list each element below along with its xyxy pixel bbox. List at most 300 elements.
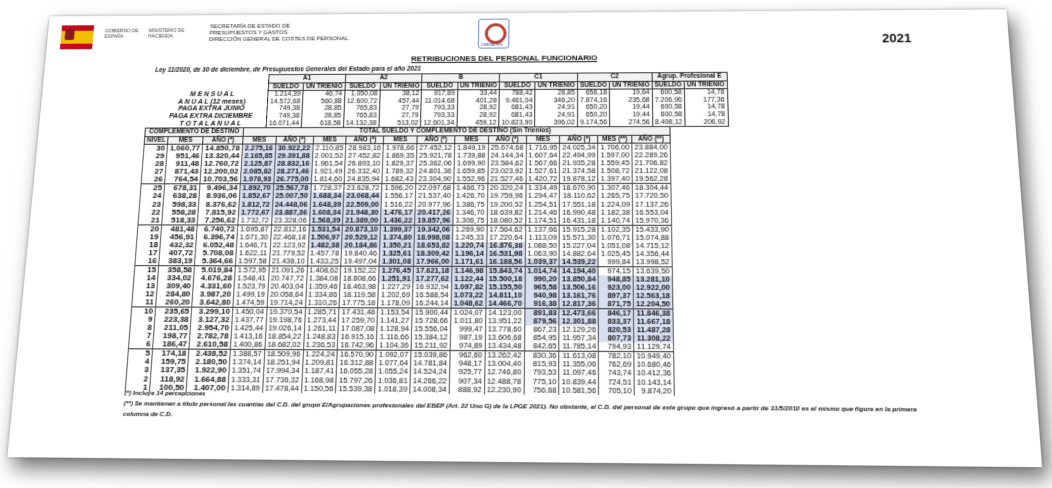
total-cell: 22.289,26 [632,152,670,160]
total-cell: 1.413,16 [231,333,266,341]
total-cell: 1.921,49 [311,168,345,176]
cd-mes-cell: 638,28 [164,193,200,201]
total-cell: 23.884,00 [632,143,670,151]
total-cell: 29.391,88 [275,152,313,160]
row-label: M E N S U A L [189,91,235,98]
salary-cell: 765,83 [344,112,380,119]
total-cell: 1.018,39 [375,385,410,394]
total-cell: 1.025,45 [598,250,633,258]
total-cell: 15.539,38 [336,384,375,393]
total-cell: 24.835,94 [344,176,382,184]
total-cell: 1.659,85 [454,168,488,176]
total-cell: 11.785,14 [559,343,598,352]
total-cell: 20.184,86 [342,241,380,249]
total-cell: 18.682,02 [265,341,304,350]
total-cell: 1.333,31 [228,375,263,384]
total-cell: 16.312,88 [337,359,376,368]
cd-ano-cell: 7.815,92 [198,208,239,216]
total-cell: 1.224,09 [598,200,632,208]
total-cell: 775,10 [524,377,559,386]
nivel-cell: 19 [137,233,161,241]
nivel-cell: 26 [141,176,165,184]
total-cell: 19.200,52 [487,200,525,208]
total-cell: 17.277,62 [413,275,452,283]
cd-mes-cell: 309,40 [157,282,194,290]
total-cell: 22.123,92 [270,241,308,249]
total-cell: 1.285,71 [305,308,340,317]
nivel-cell: 13 [133,282,158,290]
total-cell: 1.671,30 [237,233,271,241]
col-nivel: NIVEL [144,136,168,144]
cd-mes-cell: 284,80 [156,290,193,298]
total-cell: 14.524,24 [410,368,449,377]
nivel-cell: 29 [143,153,167,161]
total-cell: 25.007,50 [273,192,311,200]
cd-ano-cell: 10.703,56 [200,176,240,184]
col-group-mes: MES [313,136,347,144]
total-cell: 21.436,10 [269,257,307,266]
nivel-cell: 2 [126,375,151,384]
total-cell: 2.275,16 [242,144,276,152]
cd-ano-cell: 2.610,58 [189,341,231,350]
total-cell: 1.622,11 [236,249,270,257]
total-cell: 1.334,86 [306,291,341,299]
total-cell: 23.023,92 [488,168,526,176]
total-cell: 1.506,97 [308,233,342,241]
cd-mes-cell: 407,72 [159,249,195,257]
nivel-cell: 12 [132,290,157,298]
total-cell: 965,58 [525,283,560,291]
total-cell: 1.248,83 [304,333,339,341]
total-cell: 1.092,07 [376,350,411,359]
total-cell: 1.254,51 [525,200,559,208]
total-cell: 17.551,18 [560,200,598,208]
salary-cell: 8.408,12 [652,119,685,127]
salary-cell: 650,20 [577,104,609,111]
cd-mes-cell: 871,43 [165,168,201,176]
total-cell: 18.251,94 [264,359,303,368]
total-cell: 1.706,00 [598,143,632,151]
total-cell: 1.187,41 [302,367,337,376]
salary-cell: 459,12 [457,119,499,127]
total-cell: 1.073,22 [451,291,486,299]
total-cell: 1.716,95 [526,143,560,151]
total-cell: 1.128,94 [377,325,412,333]
total-cell: 1.556,17 [382,192,416,200]
cd-ano-cell: 2.782,78 [190,332,232,340]
total-cell: 879,56 [524,317,559,325]
salary-cell: 14,78 [685,111,728,119]
total-cell: 999,47 [450,325,485,333]
total-cell: 1.508,72 [598,167,632,175]
total-cell: 12.488,78 [484,377,524,386]
total-cell: 19.878,12 [560,175,598,183]
col-group-ano: AÑO (**) [632,135,670,143]
subheader: UN TRIENIO [380,82,422,90]
total-cell: 2.110,85 [312,144,346,152]
total-cell: 18.854,22 [265,333,304,341]
total-cell: 19.342,06 [414,225,452,234]
total-cell: 19.714,24 [267,299,306,308]
total-cell: 1.388,57 [230,350,265,359]
total-cell: 10.839,44 [559,377,599,386]
total-cell: 16.990,48 [560,208,599,216]
total-cell: 13.606,68 [485,334,524,343]
total-cell: 807,73 [599,334,634,343]
total-cell: 793,53 [524,369,559,378]
group-header: A1 [269,74,346,82]
total-cell: 10.680,46 [634,361,674,370]
total-cell: 891,83 [524,309,559,318]
cd-mes-cell: 518,33 [162,216,198,224]
total-cell: 1.399,37 [380,225,414,234]
total-cell: 12.746,80 [484,368,523,377]
total-cell: 1.476,17 [381,208,415,216]
salary-cell: 793,33 [421,112,457,119]
subheader: SUELDO [268,83,304,91]
total-cell: 21.091,26 [269,266,307,275]
total-cell: 1.141,27 [377,317,412,325]
total-cell: 15.970,36 [633,216,672,225]
total-cell: 1.426,70 [453,192,487,200]
total-cell: 1.892,70 [240,184,274,192]
total-cell: 1.306,75 [453,216,487,225]
total-cell: 1.386,75 [453,200,487,208]
salary-cell: 457,44 [380,98,422,105]
total-cell: 20.977,96 [415,200,453,208]
salary-cell: 1.214,39 [268,91,304,99]
salary-cell: 27,79 [379,105,421,112]
total-cell: 1.076,71 [598,234,633,242]
total-cell: 1.122,44 [452,275,487,283]
total-cell: 18.808,66 [340,275,379,283]
total-cell: 1.688,34 [310,192,344,200]
total-cell: 1.739,88 [454,152,488,160]
salary-cell: 513,02 [379,120,421,128]
total-cell: 15.433,90 [633,225,672,234]
total-cell: 15.227,04 [560,242,599,250]
total-cell: 18.309,42 [414,249,453,257]
footnotes [122,389,941,427]
total-cell: 1.596,20 [382,184,416,192]
total-cell: 948,85 [598,275,633,283]
cd-ano-cell: 1.664,88 [187,375,229,384]
nivel-cell: 9 [130,316,155,324]
nivel-cell: 15 [134,266,159,275]
total-cell: 1.572,95 [235,266,269,275]
salary-cell: 11.014,68 [421,98,457,105]
total-cell: 1.408,62 [307,266,341,275]
total-cell: 13.281,10 [633,275,672,283]
total-cell: 1.150,56 [301,384,336,393]
group-header: A2 [345,74,422,82]
total-cell: 1.359,46 [306,283,340,291]
total-cell: 22.509,00 [343,200,381,208]
total-cell: 15.556,04 [412,325,451,333]
secretaria-block [209,23,349,43]
total-cell: 14.008,34 [410,385,449,394]
group-header: C1 [500,73,578,82]
total-cell: 1.457,78 [307,249,341,257]
cd-ano-cell: 3.127,32 [191,316,232,324]
total-cell: 16.553,04 [633,208,672,216]
total-cell: 1.772,67 [238,208,272,216]
total-cell: 782,10 [599,352,634,361]
subheader: UN TRIENIO [535,81,577,89]
total-cell: 14.781,84 [411,360,450,369]
total-cell: 1.869,35 [383,152,417,160]
total-cell: 18.670,90 [560,184,598,192]
total-cell: 1.695,87 [237,225,271,234]
total-cell: 12.129,26 [559,326,598,335]
cd-mes-cell: 456,91 [161,233,197,241]
total-cell: 21.374,58 [560,168,598,176]
total-cell: 11.613,08 [559,352,599,361]
total-cell: 17.431,48 [339,308,378,317]
total-cell: 1.400,86 [230,341,265,350]
total-cell: 14.266,22 [410,376,449,385]
salary-cell: 16.071,44 [266,120,302,128]
total-cell: 1.350,21 [380,241,414,249]
total-cell: 1.077,64 [376,359,411,368]
total-cell: 26.775,00 [273,176,311,184]
total-cell: 16.431,18 [560,216,599,225]
total-cell: 13.434,48 [485,342,524,351]
total-cell: 948,17 [450,360,485,369]
salary-cell: 235,68 [610,97,653,104]
salary-cell: 19,64 [610,89,653,97]
total-cell: 1.608,34 [309,208,343,216]
document-year: 2021 [881,30,912,46]
nivel-cell: 16 [135,257,160,266]
total-cell: 18.119,58 [340,291,379,299]
total-cell: 1.597,58 [235,257,269,266]
total-cell: 11.355,06 [559,360,599,369]
cd-ano-cell: 3.987,20 [193,290,234,298]
total-cell: 1.113,09 [525,233,559,241]
cd-mes-cell: 678,31 [164,184,200,192]
subheader: SUELDO [422,82,458,90]
total-cell: 1.039,37 [525,258,560,267]
nivel-cell: 4 [127,358,152,366]
total-cell: 21.527,46 [488,176,526,184]
total-cell: 11.097,46 [559,369,599,378]
total-cell: 19.026,14 [265,325,304,333]
total-cell: 13.850,84 [559,275,598,283]
cd-ano-cell: 14.850,78 [202,144,242,152]
subheader: SUELDO [499,81,535,89]
total-cell: 762,69 [599,361,634,370]
total-cell: 15.843,74 [486,266,525,275]
total-cell: 1.137,66 [525,225,559,234]
cd-mes-cell: 174,18 [152,349,189,358]
cd-ano-cell: 5.019,84 [194,266,235,275]
total-cell: 18.509,96 [264,350,303,359]
total-cell: 21.389,00 [343,216,381,225]
total-cell: 21.935,28 [560,160,598,168]
cd-mes-cell: 223,38 [155,316,192,324]
total-cell: 907,34 [449,377,484,386]
total-cell: 26.893,10 [345,160,383,168]
total-cell: 17.994,34 [263,367,302,376]
total-cell: 19.152,22 [341,266,380,275]
total-cell: 14.194,40 [559,266,598,275]
cd-mes-cell: 334,02 [158,274,195,282]
total-cell: 1.648,39 [310,200,344,208]
total-cell: 13.161,76 [559,292,598,300]
total-cell: 1.978,66 [383,144,417,152]
row-label: PAGA EXTRA JUNIO [177,105,245,113]
total-cell: 19.198,76 [266,316,305,324]
total-cell: 17.137,26 [632,200,671,208]
salary-cell: 650,20 [577,112,609,119]
col-group-mes: MES [526,135,560,143]
salary-cell: 28,85 [535,89,577,97]
subheader: UN TRIENIO [457,82,499,90]
total-cell: 14.539,22 [559,258,598,267]
total-cell: 1.789,32 [382,168,416,176]
salary-cell: 28,85 [302,113,344,120]
total-cell: 820,53 [599,326,634,335]
salary-cell: 917,89 [422,90,458,98]
total-cell: 26.332,40 [345,168,383,176]
cd-mes-cell: 764,54 [165,176,201,184]
nivel-cell: 18 [136,241,160,249]
total-cell: 1.436,22 [381,216,415,225]
nivel-cell: 6 [128,340,153,349]
total-cell: 24.025,34 [560,143,598,151]
total-cell: 16.915,16 [338,333,377,342]
total-cell: 17.478,44 [262,384,301,393]
nivel-cell: 28 [142,160,166,168]
row-label: T O T A L A N U A L [155,120,267,128]
nivel-cell: 1 [125,383,150,392]
total-cell: 1.474,59 [233,299,268,308]
col-group-mes: MES [243,136,277,144]
total-cell: 1.310,26 [305,299,340,308]
total-cell: 1.425,44 [231,324,266,332]
total-cell: 28.271,46 [274,168,312,176]
cd-ano-cell: 9.496,34 [200,184,240,192]
total-cell: 1.646,71 [236,241,270,249]
total-cell: 1.024,07 [451,308,486,317]
cd-mes-cell: 951,46 [167,153,203,161]
salary-cell: 19,44 [610,112,653,119]
total-cell: 21.706,82 [632,159,670,167]
secretaria-line: DIRECCIÓN GENERAL DE COSTES DE PERSONAL [208,36,349,43]
total-cell: 15.500,18 [486,275,525,283]
total-cell: 1.245,33 [452,233,486,241]
total-cell: 20.747,72 [268,274,307,282]
col-group-ano: AÑO (*) [346,136,384,144]
secretaria-line: PRESUPUESTOS Y GASTOS [209,30,288,37]
total-cell: 23.584,62 [488,160,526,168]
salary-cell: 618,58 [301,120,343,128]
total-cell: 30.922,22 [275,144,313,152]
total-cell: 18.653,82 [414,241,453,249]
total-cell: 1.814,60 [311,176,345,184]
total-cell: 743,74 [599,369,634,378]
salary-cell: 600,58 [652,104,685,111]
total-cell: 22.494,99 [560,152,598,160]
total-cell: 15.211,92 [411,342,450,351]
total-cell: 974,89 [450,342,485,351]
total-cell: 10.949,40 [634,352,674,361]
total-cell: 15.039,86 [411,351,450,360]
total-cell: 1.732,72 [238,216,272,224]
total-cell: 794,93 [599,343,634,352]
salary-cell: 177,36 [684,97,727,104]
salary-cell: 346,20 [535,97,577,104]
cd-ano-cell: 12.760,72 [201,160,241,168]
law-reference: Ley 11/2020, de 30 de diciembre, de Presupuestos Generales del Estado para el año 2021 [154,65,422,74]
cd-ano-cell: 6.396,74 [196,233,237,241]
total-cell: 1.294,47 [526,192,560,200]
total-cell: 18.080,52 [487,216,525,225]
total-cell: 940,98 [525,292,560,300]
total-cell: 999,84 [598,258,633,267]
total-cell: 1.568,39 [309,216,343,224]
total-cell: 1.384,08 [306,275,340,283]
nivel-cell: 7 [129,332,154,340]
subheader: UN TRIENIO [303,82,345,90]
total-cell: 888,92 [449,385,484,394]
group-header: B [422,73,500,82]
total-cell: 23.887,36 [272,208,310,216]
total-cell: 1.301,08 [379,257,413,266]
total-cell: 1.265,75 [598,192,632,200]
total-cell: 1.682,43 [382,176,416,184]
total-cell: 854,95 [524,334,559,343]
total-cell: 1.048,62 [451,300,486,309]
total-cell: 1.209,81 [302,359,337,368]
total-cell: 24.448,06 [272,200,310,208]
total-cell: 27.452,12 [417,144,455,152]
total-cell: 16.244,14 [412,299,451,308]
total-cell: 16.055,28 [337,368,376,377]
total-cell: 27.452,82 [345,152,383,160]
total-cell: 1.552,96 [454,176,488,184]
total-cell: 1.314,89 [228,384,263,393]
total-cell: 1.523,79 [234,282,268,290]
salary-cell: 9.174,56 [577,119,609,127]
total-cell: 1.527,61 [526,168,560,176]
salary-cell: 7.206,96 [652,97,684,104]
total-cell: 10.143,14 [634,378,674,387]
nivel-cell: 25 [140,184,164,192]
destination-complement-table [125,126,675,395]
total-cell: 1.251,91 [379,275,414,283]
salary-cell: 9.461,04 [499,97,535,104]
salary-cell: 600,58 [652,111,685,118]
total-cell: 14.715,12 [633,242,672,250]
total-cell: 1.014,74 [525,266,560,275]
total-cell: 11.129,74 [634,343,674,352]
salary-cell: 46,74 [303,90,345,98]
total-cell: 1.567,66 [526,160,560,168]
total-cell: 18.998,08 [414,233,452,241]
salary-cell: 681,43 [499,105,535,112]
total-cell: 19.562,28 [632,175,671,183]
total-cell: 14.882,64 [559,250,598,258]
salary-cell: 24,91 [535,104,577,111]
total-cell: 1.325,61 [380,249,414,257]
total-cell: 20.320,24 [487,184,525,192]
total-cell: 28.832,16 [274,160,312,168]
total-cell: 20.403,04 [268,283,307,291]
cd-ano-cell: 1.922,90 [187,367,229,376]
col-mes: MES [168,136,204,144]
